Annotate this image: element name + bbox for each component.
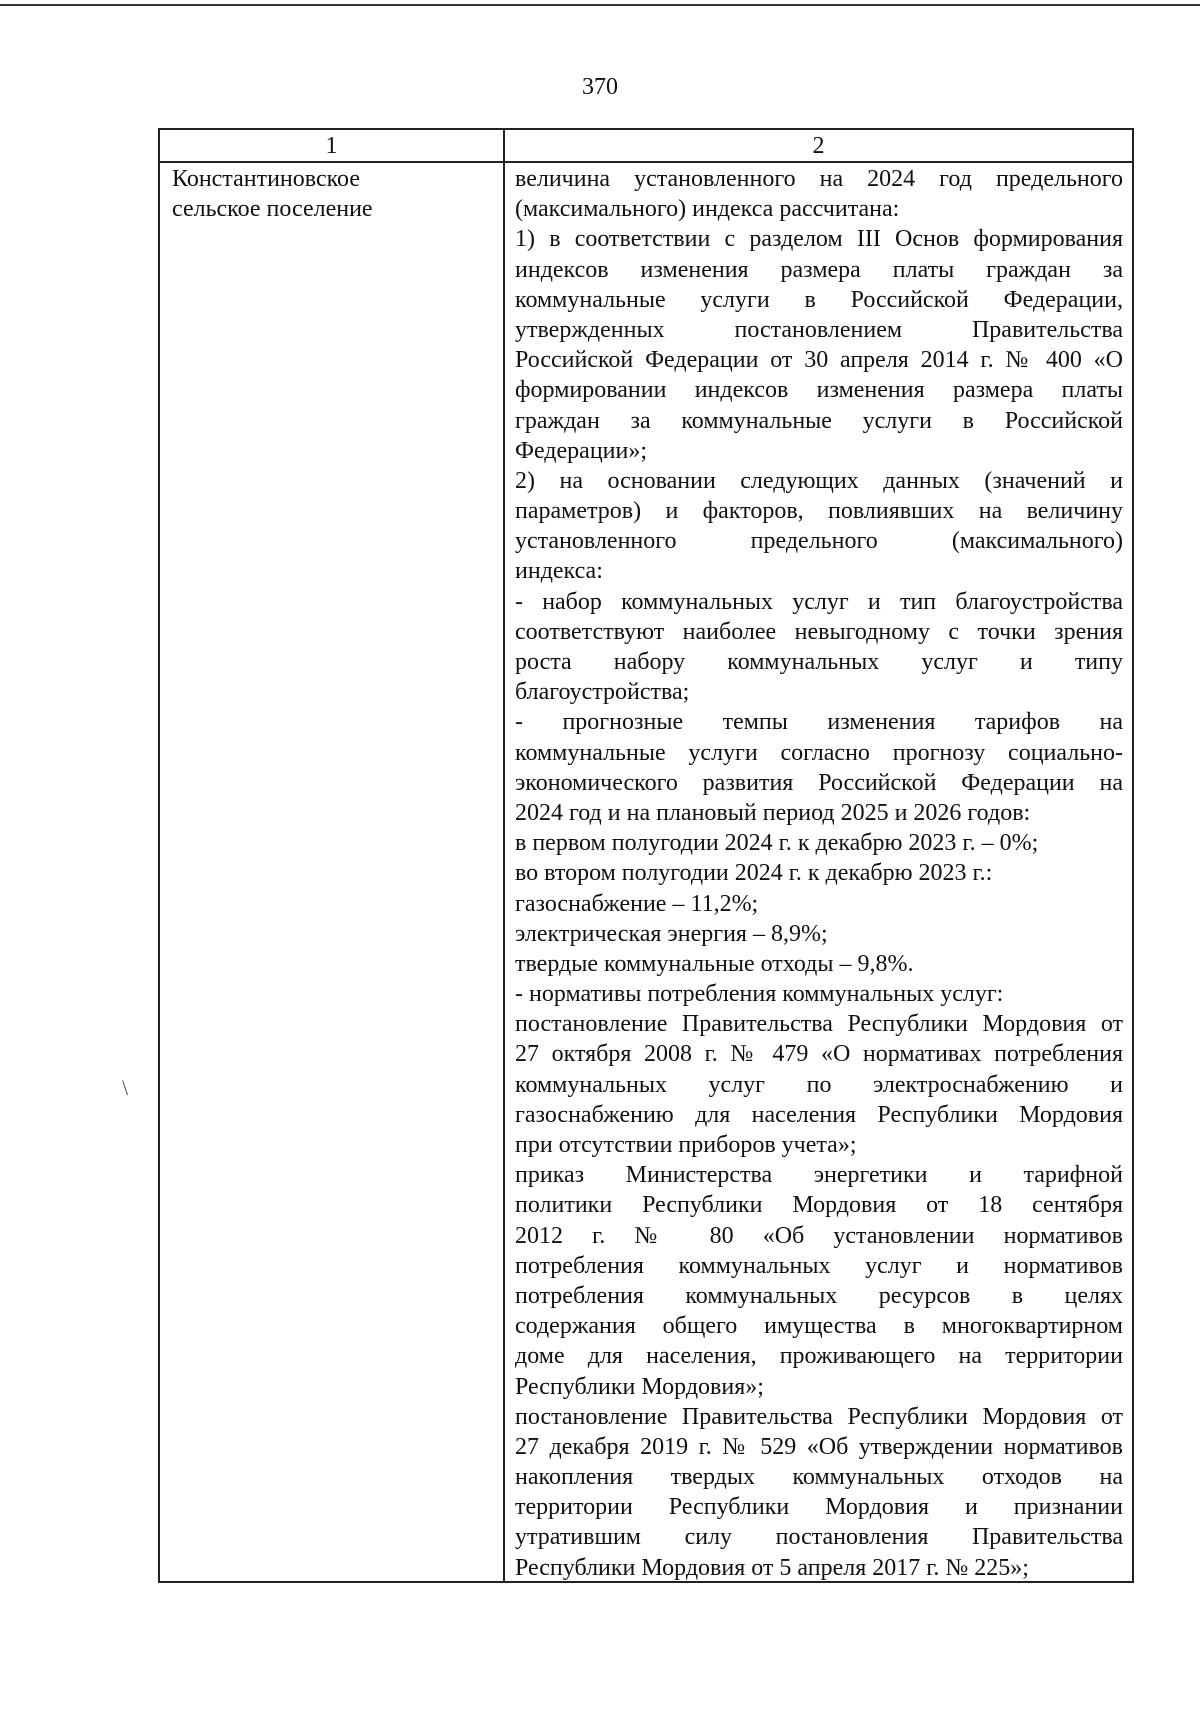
text-line: в первом полугодии 2024 г. к декабрю 2023 г. – 0%; <box>515 830 1039 857</box>
settlement-name-line: Константиновское <box>172 166 360 192</box>
text-line: содержания общего имущества в многоквартирном <box>515 1313 1123 1340</box>
text-line: - прогнозные темпы изменения тарифов на <box>515 709 1123 736</box>
text-line: коммунальных услуг по электроснабжению и <box>515 1071 1123 1098</box>
text-line: Федерации»; <box>515 437 648 464</box>
text-line: постановление Правительства Республики Мордовия от <box>515 1403 1123 1430</box>
text-line: Российской Федерации от 30 апреля 2014 г. № 400 «О <box>515 347 1123 374</box>
text-line: электрическая энергия – 8,9%; <box>515 920 828 947</box>
text-line: 27 октября 2008 г. № 479 «О нормативах потребления <box>515 1041 1123 1068</box>
text-line: формировании индексов изменения размера платы <box>515 377 1123 404</box>
text-line: утратившим силу постановления Правительства <box>515 1524 1123 1551</box>
text-line: потребления коммунальных услуг и нормативов <box>515 1252 1123 1279</box>
settlement-name-line: сельское поселение <box>172 196 373 222</box>
text-line: благоустройства; <box>515 679 690 706</box>
text-line: газоснабжению для населения Республики Мордовия <box>515 1101 1123 1128</box>
settlement-name-cell <box>172 164 492 224</box>
text-line: параметров) и факторов, повлиявших на величину <box>515 498 1123 525</box>
text-line: коммунальные услуги согласно прогнозу социально- <box>515 739 1123 766</box>
text-line: доме для населения, проживающего на территории <box>515 1343 1123 1370</box>
text-line: - нормативы потребления коммунальных услуг: <box>515 981 1004 1008</box>
page-number: 370 <box>582 74 618 100</box>
text-line: потребления коммунальных ресурсов в целях <box>515 1282 1123 1309</box>
text-line: твердые коммунальные отходы – 9,8%. <box>515 950 914 977</box>
text-line: Республики Мордовия от 5 апреля 2017 г. № 225»; <box>515 1554 1029 1581</box>
text-line: утвержденных постановлением Правительства <box>515 316 1123 343</box>
text-line: газоснабжение – 11,2%; <box>515 890 759 917</box>
text-line: накопления твердых коммунальных отходов на <box>515 1464 1123 1491</box>
column-header-2: 2 <box>812 133 825 159</box>
column-divider <box>503 130 505 1581</box>
data-table <box>158 128 1134 1583</box>
text-line: 2024 год и на плановый период 2025 и 2026 годов: <box>515 799 1031 826</box>
text-line: индексов изменения размера платы граждан за <box>515 256 1123 283</box>
text-line: 2012 г. № 80 «Об установлении нормативов <box>515 1222 1123 1249</box>
top-scan-rule <box>0 4 1200 6</box>
text-line: 27 декабря 2019 г. № 529 «Об утверждении нормативов <box>515 1433 1123 1460</box>
text-line: при отсутствии приборов учета»; <box>515 1132 857 1158</box>
text-line: Республики Мордовия»; <box>515 1373 764 1400</box>
text-line: установленного предельного (максимального) <box>515 528 1123 555</box>
text-line: (максимального) индекса рассчитана: <box>515 196 900 223</box>
text-line: политики Республики Мордовия от 18 сентября <box>515 1192 1123 1219</box>
text-line: индекса: <box>515 558 603 585</box>
text-line: коммунальные услуги в Российской Федерации, <box>515 286 1123 313</box>
scan-speck: \ <box>122 1075 129 1100</box>
header-divider <box>160 161 1132 163</box>
text-line: во втором полугодии 2024 г. к декабрю 2023 г.: <box>515 860 993 887</box>
text-line: величина установленного на 2024 год предельного <box>515 166 1123 192</box>
text-line: граждан за коммунальные услуги в Российской <box>515 407 1123 434</box>
text-line: 2) на основании следующих данных (значений и <box>515 467 1123 494</box>
text-line: 1) в соответствии с разделом III Основ формирования <box>515 226 1123 253</box>
index-description-cell <box>515 164 1123 1583</box>
text-line: приказ Министерства энергетики и тарифной <box>515 1162 1123 1189</box>
text-line: - набор коммунальных услуг и тип благоустройства <box>515 588 1123 615</box>
text-line: экономического развития Российской Федерации на <box>515 769 1123 796</box>
text-line: соответствуют наиболее невыгодному с точки зрения <box>515 618 1123 645</box>
text-line: постановление Правительства Республики Мордовия от <box>515 1011 1123 1038</box>
text-line: роста набору коммунальных услуг и типу <box>515 649 1123 675</box>
column-header-1: 1 <box>325 133 338 159</box>
text-line: территории Республики Мордовия и признании <box>515 1494 1123 1521</box>
